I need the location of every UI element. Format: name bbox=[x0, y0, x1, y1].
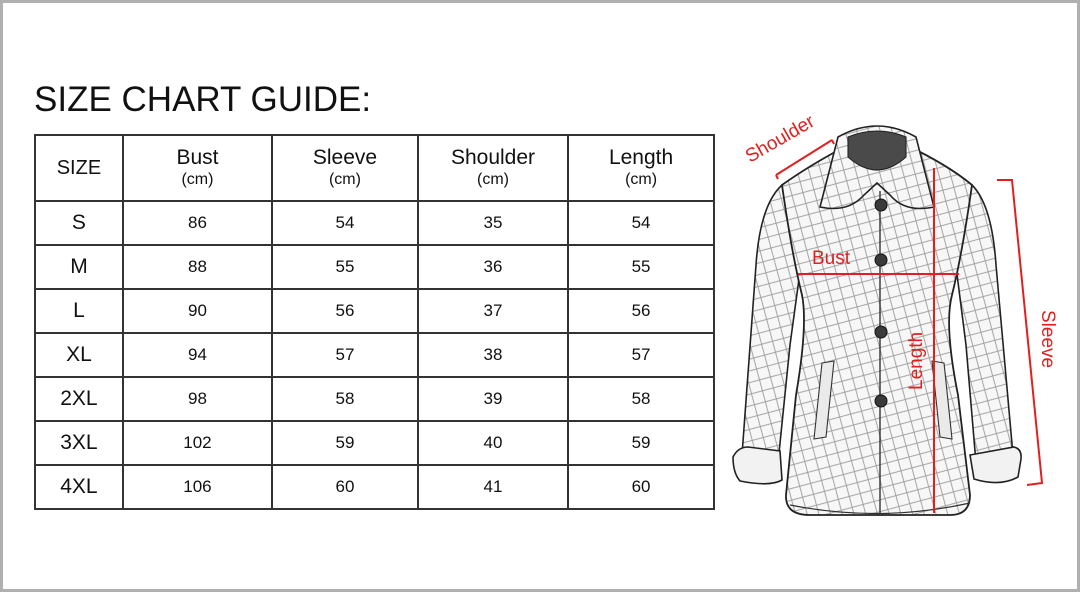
table-row bbox=[35, 289, 714, 333]
length-label: Length bbox=[906, 331, 927, 390]
size-cell: S bbox=[35, 201, 123, 245]
sleeve-cell: 58 bbox=[272, 377, 418, 421]
shoulder-cell: 39 bbox=[418, 377, 568, 421]
shoulder-cell: 35 bbox=[418, 201, 568, 245]
size-cell: 3XL bbox=[35, 421, 123, 465]
bust-cell: 102 bbox=[123, 421, 272, 465]
bust-cell: 86 bbox=[123, 201, 272, 245]
header-length bbox=[568, 135, 714, 201]
table-row bbox=[35, 201, 714, 245]
length-cell: 59 bbox=[568, 421, 714, 465]
sleeve-cell: 59 bbox=[272, 421, 418, 465]
length-cell: 57 bbox=[568, 333, 714, 377]
header-length-label: Length bbox=[608, 146, 674, 169]
header-length-unit: (cm) bbox=[625, 171, 658, 188]
size-chart-table bbox=[34, 134, 715, 510]
header-sleeve-unit: (cm) bbox=[328, 171, 361, 188]
shoulder-cell: 37 bbox=[418, 289, 568, 333]
length-cell: 54 bbox=[568, 201, 714, 245]
header-bust-unit: (cm) bbox=[181, 171, 214, 188]
shoulder-cell: 38 bbox=[418, 333, 568, 377]
size-cell: 2XL bbox=[35, 377, 123, 421]
shoulder-cell: 40 bbox=[418, 421, 568, 465]
bust-label: Bust bbox=[812, 248, 851, 269]
sleeve-cell: 57 bbox=[272, 333, 418, 377]
sleeve-cell: 54 bbox=[272, 201, 418, 245]
bust-cell: 106 bbox=[123, 465, 272, 509]
size-cell: 4XL bbox=[35, 465, 123, 509]
table-row bbox=[35, 421, 714, 465]
header-bust bbox=[123, 135, 272, 201]
length-cell: 58 bbox=[568, 377, 714, 421]
header-shoulder bbox=[418, 135, 568, 201]
table-row bbox=[35, 465, 714, 509]
header-sleeve-label: Sleeve bbox=[312, 146, 378, 169]
shoulder-label: Shoulder bbox=[742, 111, 819, 168]
table-row bbox=[35, 245, 714, 289]
length-cell: 60 bbox=[568, 465, 714, 509]
size-cell: L bbox=[35, 289, 123, 333]
shoulder-cell: 36 bbox=[418, 245, 568, 289]
table-header-row bbox=[35, 135, 714, 201]
size-cell: M bbox=[35, 245, 123, 289]
length-cell: 55 bbox=[568, 245, 714, 289]
bust-cell: 94 bbox=[123, 333, 272, 377]
header-sleeve bbox=[272, 135, 418, 201]
table-row bbox=[35, 333, 714, 377]
sleeve-cell: 56 bbox=[272, 289, 418, 333]
sleeve-cell: 60 bbox=[272, 465, 418, 509]
bust-cell: 90 bbox=[123, 289, 272, 333]
length-cell: 56 bbox=[568, 289, 714, 333]
header-size-label: SIZE bbox=[56, 156, 102, 179]
sleeve-label: Sleeve bbox=[1037, 310, 1058, 369]
header-shoulder-label: Shoulder bbox=[450, 146, 536, 169]
header-bust-label: Bust bbox=[176, 146, 219, 169]
bust-cell: 88 bbox=[123, 245, 272, 289]
header-size bbox=[35, 135, 123, 201]
sleeve-cell: 55 bbox=[272, 245, 418, 289]
shoulder-cell: 41 bbox=[418, 465, 568, 509]
header-shoulder-unit: (cm) bbox=[477, 171, 509, 188]
jacket-illustration bbox=[730, 95, 1070, 535]
size-cell: XL bbox=[35, 333, 123, 377]
bust-cell: 98 bbox=[123, 377, 272, 421]
table-row bbox=[35, 377, 714, 421]
page-title: SIZE CHART GUIDE: bbox=[34, 80, 372, 119]
